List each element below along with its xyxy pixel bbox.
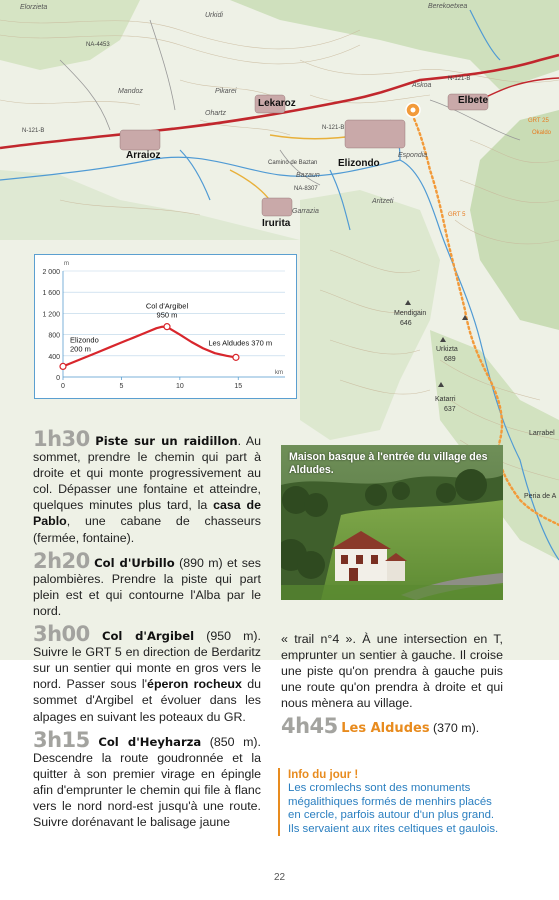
step-2: [33, 548, 261, 619]
elevation-chart: [35, 255, 295, 397]
map-label-mendigain: Mendigain: [394, 310, 427, 317]
info-title: Info du jour !: [288, 769, 359, 781]
map-label-pikarei: Pikarei: [215, 88, 237, 95]
map-label-road-n121b: N-121-B: [322, 125, 345, 131]
profile-label-peak: Col d'Argibel 950 m: [145, 301, 189, 320]
x-tick-label: 0: [61, 383, 65, 390]
y-unit-label: m: [64, 261, 69, 267]
waypoint-marker: [164, 324, 170, 330]
map-label-road-na4453: NA-4453: [86, 42, 110, 48]
step-3-text-a: (950 m). Suivre le GRT 5 en direction de Berdaritz sur un sentier qui monte en gros vers le nord. Passer sous l': [33, 629, 262, 692]
map-label-lekaroz: Lekaroz: [258, 98, 296, 109]
step-1-title: Piste sur un raidillon: [95, 434, 238, 448]
step-5: [281, 714, 503, 739]
map-label-katarri: Katarri: [435, 396, 456, 403]
map-label-katarri-alt: 637: [444, 406, 456, 413]
step-2-time: 2h20: [33, 548, 90, 573]
step-3-text-b: du sommet d'Argibel et évoluer dans les alpages en suivant les poteaux du GR.: [33, 677, 261, 724]
map-label-mendigain-alt: 646: [400, 320, 412, 327]
step-1-text-b: , une cabane de chasseurs (fermée, fontaine).: [33, 514, 261, 545]
map-label-road-na8307: NA-8307: [294, 186, 318, 192]
y-tick-label: 0: [56, 375, 60, 382]
step-3-time: 3h00: [33, 622, 90, 647]
step-3-title: Col d'Argibel: [101, 629, 195, 644]
profile-label-end: Les Aldudes 370 m: [208, 338, 273, 348]
step-3-bold: éperon rocheux: [147, 677, 242, 692]
info-text: Les cromlechs sont des monuments mégalithiques formés de menhirs placés en cercle, parfois autour d'un plus grand. Ils servaient aux rites celtiques et gaulois.: [288, 782, 499, 835]
step-1-text-a: . Au sommet, prendre le chemin qui part à droite et qui monte progressivement au col. Dépasser une fontaine et atteindre, quelques minutes plus tard, la: [33, 434, 261, 513]
map-label-mandoz: Mandoz: [118, 88, 143, 95]
step-5-title: Les Aldudes: [341, 721, 430, 737]
map-label-larrabel: Larrabel: [529, 430, 555, 437]
x-tick-label: 15: [234, 383, 243, 390]
map-label-urkidi: Urkidi: [205, 12, 223, 19]
map-label-peria: Peria de A: [524, 493, 557, 500]
map-label-elorzieta: Elorzieta: [20, 4, 48, 11]
step-1: [33, 427, 262, 546]
x-unit-label: km: [275, 370, 283, 376]
map-label-aritzeti: Aritzeti: [372, 198, 394, 205]
map-label-askoa: Askoa: [412, 82, 432, 89]
itinerary-left-column: [33, 427, 262, 836]
profile-label-start: Elizondo 200 m: [70, 335, 99, 354]
step-4: [33, 727, 261, 831]
map-label-urkizta-alt: 689: [444, 356, 456, 363]
y-tick-label: 800: [48, 332, 60, 340]
waypoint-marker: [60, 363, 66, 369]
photo-caption: Maison basque à l'entrée du village des Aldudes.: [289, 451, 488, 476]
map-label-gr: GRT 25: [528, 118, 549, 124]
map-label-ohartz: Ohartz: [205, 110, 227, 117]
x-tick-label: 10: [175, 383, 184, 390]
map-label-espondia: Espondia: [398, 152, 428, 159]
step-4-continued: « trail n°4 ». À une intersection en T, emprunter un sentier à gauche. Il croise une piste qu'on prendra à gauche puis une route qu'on prendra à droite et qui nous mènera au village.: [281, 632, 503, 711]
map-label-urkizta: Urkizta: [436, 346, 458, 353]
step-1-bold: casa de Pablo: [33, 498, 262, 529]
step-3: [33, 622, 262, 725]
step-4-time: 3h15: [33, 727, 90, 752]
step-2-text: (890 m) et ses palombières. Prendre la piste qui part plein est et qui contourne l'Alba par le nord.: [33, 555, 261, 618]
map-label-garrazia: Garrazia: [292, 208, 319, 215]
x-tick-label: 5: [119, 383, 124, 390]
y-tick-label: 400: [48, 353, 60, 361]
y-tick-label: 1 200: [42, 311, 60, 319]
map-label-elbete: Elbete: [458, 95, 489, 106]
map-label-road-n121b-east: N-121-B: [448, 76, 471, 82]
step-5-time: 4h45: [281, 714, 338, 739]
step-1-time: 1h30: [33, 427, 90, 451]
y-tick-label: 2 000: [42, 269, 60, 276]
map-label-bazaun: Bazaun: [296, 172, 320, 179]
map-label-okaldo: Okaldo: [532, 130, 552, 136]
map-label-irurita: Irurita: [262, 218, 291, 229]
map-label-grt: GRT 5: [448, 212, 466, 218]
page-number: 22: [273, 872, 286, 883]
elevation-profile: [34, 254, 297, 399]
map-label-arraioz: Arraioz: [126, 150, 161, 161]
waypoint-marker: [233, 354, 239, 360]
map-label-road-n121b-west: N-121-B: [22, 128, 45, 134]
map-label-camino: Camino de Baztan: [268, 160, 318, 166]
step-4-title: Col d'Heyharza: [98, 734, 202, 749]
village-photo: [281, 445, 503, 600]
map-label-berekoetxea: Berekoetxea: [428, 3, 468, 10]
step-4-text: (850 m). Descendre la route goudronnée et la quitter à son premier virage en épingle afin d'emprunter le chemin qui file à flanc vers le nord nord-est jusqu'à une route. Suivre dorénavant le balisage jaune: [33, 734, 261, 830]
info-box: [278, 768, 504, 836]
itinerary-right-column: [281, 631, 503, 744]
step-2-title: Col d'Urbillo: [94, 555, 175, 570]
step-5-text: (370 m).: [429, 721, 480, 736]
y-tick-label: 1 600: [42, 290, 60, 298]
map-label-elizondo: Elizondo: [338, 158, 380, 169]
